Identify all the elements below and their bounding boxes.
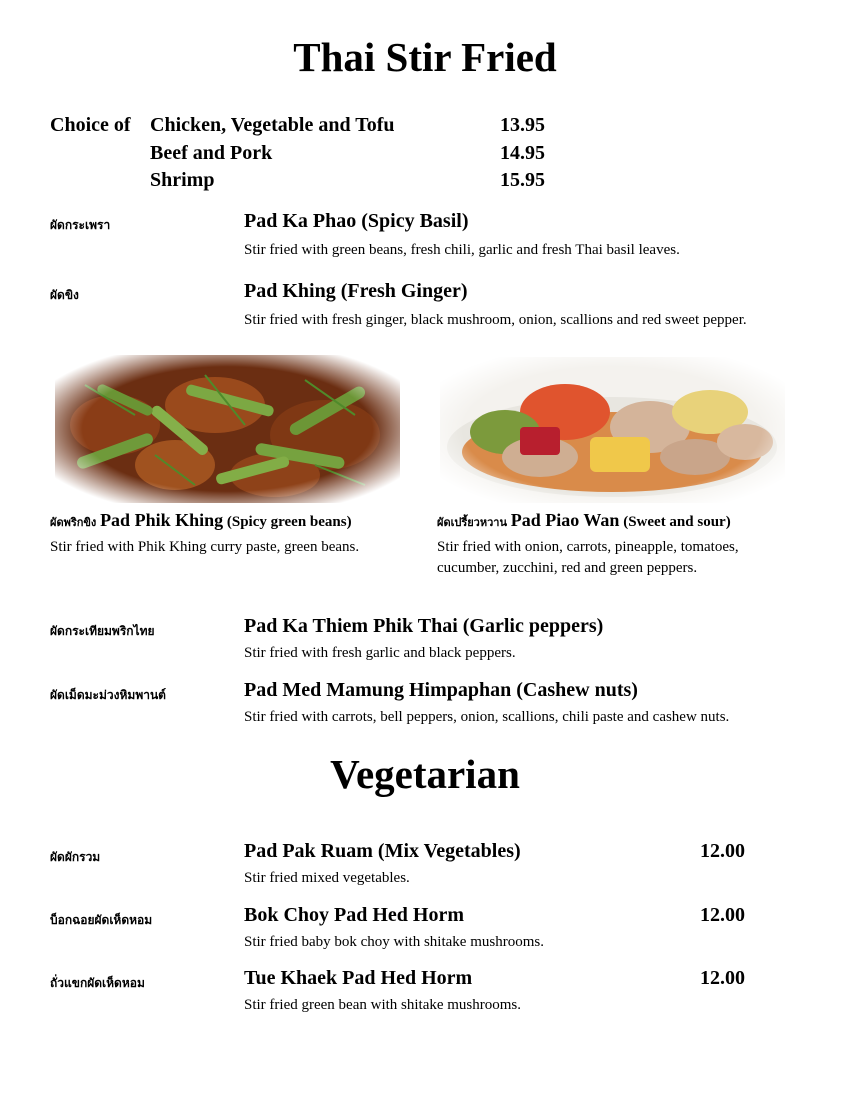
choice-option: Shrimp: [150, 169, 215, 191]
caption-thai-name: ผัดเปรี้ยวหวาน: [437, 516, 507, 529]
caption-description: Stir fried with onion, carrots, pineapple, tomatoes, cucumber, zucchini, red and green peppers.: [437, 539, 739, 576]
dish-price: 12.00: [700, 967, 745, 989]
dish-thai-name: บ็อกฉอยผัดเห็ดหอม: [50, 913, 153, 927]
dish-thai-name: ผัดเม็ดมะม่วงหิมพานต์: [50, 688, 166, 702]
dish-description: Stir fried with fresh ginger, black mushroom, onion, scallions and red sweet pepper.: [244, 312, 747, 328]
dish-description: Stir fried with fresh garlic and black peppers.: [244, 645, 516, 661]
dish-price: 12.00: [700, 840, 745, 862]
dish-name: Pad Ka Thiem Phik Thai (Garlic peppers): [244, 615, 604, 637]
dish-name: Pad Pak Ruam (Mix Vegetables): [244, 840, 521, 862]
dish-thai-name: ผัดกระเพรา: [50, 218, 111, 232]
section-title-vegetarian: Vegetarian: [330, 751, 520, 797]
dish-description: Stir fried with carrots, bell peppers, onion, scallions, chili paste and cashew nuts.: [244, 709, 730, 725]
dish-name: Tue Khaek Pad Hed Horm: [244, 967, 473, 989]
dish-description: Stir fried mixed vegetables.: [244, 870, 410, 886]
dish-thai-name: ผัดขิง: [50, 288, 79, 302]
dish-thai-name: ผัดกระเทียมพริกไทย: [50, 624, 155, 638]
caption-dish-subtitle: (Sweet and sour): [623, 514, 731, 530]
photo-caption-pad-piao-wan: [437, 510, 797, 579]
dish-description: Stir fried green bean with shitake mushrooms.: [244, 997, 522, 1013]
caption-dish-name: Pad Piao Wan: [510, 510, 620, 530]
dish-price: 12.00: [700, 904, 745, 926]
choice-price: 15.95: [500, 169, 545, 191]
section-title-stir-fried: Thai Stir Fried: [293, 34, 557, 80]
photo-caption-pad-phik-khing: [50, 510, 359, 558]
caption-description: Stir fried with Phik Khing curry paste, green beans.: [50, 539, 360, 555]
caption-dish-subtitle: (Spicy green beans): [226, 514, 352, 530]
dish-name: Bok Choy Pad Hed Horm: [244, 904, 465, 926]
dish-thai-name: ผัดผักรวม: [50, 850, 101, 864]
dish-description: Stir fried with green beans, fresh chili, garlic and fresh Thai basil leaves.: [244, 242, 680, 258]
caption-thai-name: ผัดพริกขิง: [50, 516, 97, 529]
choice-price: 13.95: [500, 114, 545, 136]
dish-name: Pad Ka Phao (Spicy Basil): [244, 210, 469, 232]
choice-price: 14.95: [500, 141, 545, 164]
dish-description: Stir fried baby bok choy with shitake mushrooms.: [244, 934, 544, 950]
dish-thai-name: ถั่วแขกผัดเห็ดหอม: [50, 976, 145, 990]
dish-name: Pad Med Mamung Himpaphan (Cashew nuts): [244, 679, 638, 701]
dish-name: Pad Khing (Fresh Ginger): [244, 280, 468, 302]
choice-option: Chicken, Vegetable and Tofu: [150, 114, 395, 136]
choice-option: Beef and Pork: [150, 141, 273, 164]
dish-photo-pad-phik-khing: [55, 355, 400, 503]
dish-photo-pad-piao-wan: [440, 357, 785, 503]
caption-dish-name: Pad Phik Khing: [100, 510, 224, 530]
choice-label: Choice of: [50, 114, 131, 136]
